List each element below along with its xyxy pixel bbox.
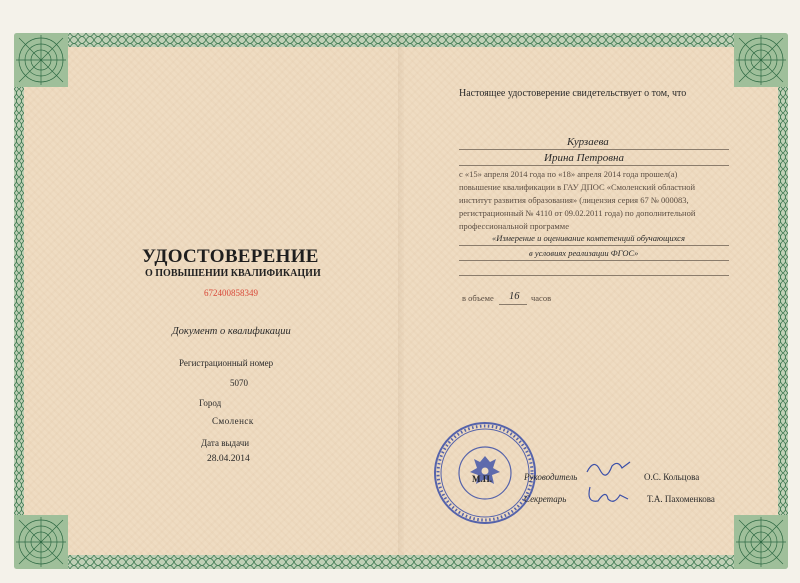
volume-label: в объеме [462,293,494,303]
city-value: Смоленск [212,416,254,426]
surname-line [459,149,729,150]
volume-unit: часов [531,293,552,303]
registration-value: 5070 [230,378,248,388]
secretary-name: Т.А. Пахоменкова [647,494,715,504]
program-line-3 [459,275,729,276]
secretary-signature [584,481,634,509]
certificate-document [14,33,788,569]
body-line-3: институт развития образования» (лицензия серия 67 № 000083, [459,195,689,205]
corner-ornament-bottom-left [14,515,68,569]
head-signature [584,456,634,480]
body-line-1: с «15» апреля 2014 года по «18» апреля 2014 года прошел(а) [459,169,678,179]
certificate-title: УДОСТОВЕРЕНИЕ [142,246,319,267]
issue-date-value: 28.04.2014 [207,454,250,464]
program-title-line-2: в условиях реализации ФГОС» [529,248,639,258]
certificate-subtitle: О ПОВЫШЕНИИ КВАЛИФИКАЦИИ [145,268,321,279]
name-line [459,165,729,166]
seal-mark-label: М.П. [472,474,492,484]
document-type: Документ о квалификации [172,326,291,337]
body-line-4: регистрационный № 4110 от 09.02.2011 года) по дополнительной [459,208,696,218]
serial-number: 672400858349 [204,288,258,298]
program-title-line-1: «Измерение и оценивание компетенций обучающихся [492,233,685,243]
volume-underline [499,304,527,305]
corner-ornament-top-right [734,33,788,87]
secretary-label: Секретарь [524,494,567,504]
registration-label: Регистрационный номер [179,358,274,368]
holder-surname: Курзаева [567,136,609,148]
volume-value: 16 [509,291,520,302]
certification-heading: Настоящее удостоверение свидетельствует о том, что [459,88,687,99]
border-left [14,33,24,569]
body-line-2: повышение квалификации в ГАУ ДПОС «Смоленский областной [459,182,696,192]
center-fold [398,33,404,569]
holder-name: Ирина Петровна [544,152,625,164]
head-label: Руководитель [524,472,578,482]
program-line-1 [459,245,729,246]
corner-ornament-bottom-right [734,515,788,569]
head-name: О.С. Кольцова [644,472,700,482]
body-line-5: профессиональной программе [459,221,569,231]
corner-ornament-top-left [14,33,68,87]
program-line-2 [459,260,729,261]
border-right [778,33,788,569]
issue-date-label: Дата выдачи [201,438,250,448]
city-label: Город [199,398,222,408]
